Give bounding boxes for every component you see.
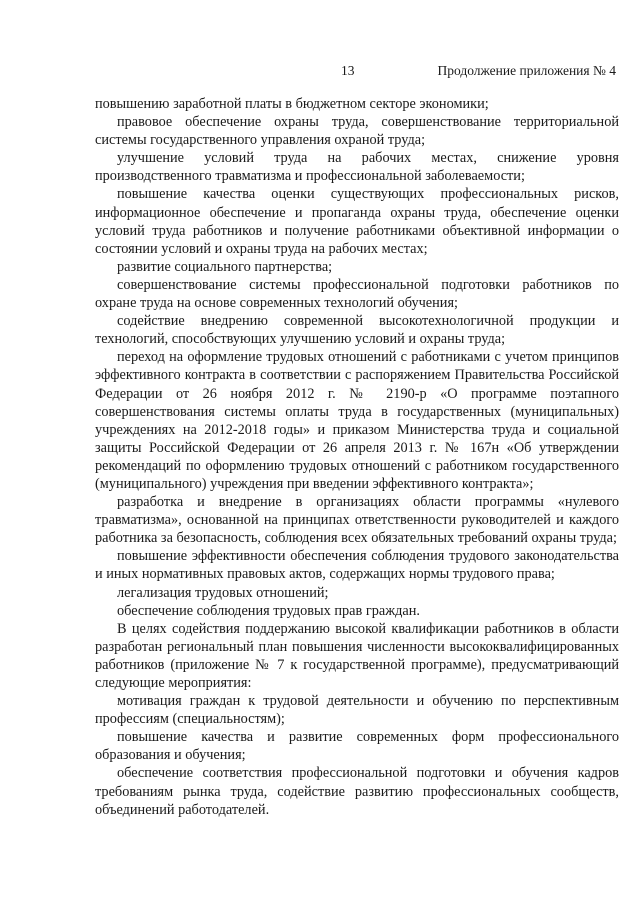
paragraph: легализация трудовых отношений; <box>117 584 329 601</box>
paragraph: обеспечение соблюдения трудовых прав граждан. <box>117 602 420 619</box>
paragraph: разработка и внедрение в организациях области программы «нулевого травматизма», основанной на принципах ответственности руководителей и каждого работника за безопасность, соблюдения всех обязательных требований охраны труда; <box>95 494 619 547</box>
paragraph: повышение эффективности обеспечения соблюдения трудового законодательства и иных нормативных правовых актов, содержащих нормы трудового права; <box>95 548 619 583</box>
document-body <box>95 95 619 819</box>
paragraph: содействие внедрению современной высокотехнологичной продукции и технологий, способствующих улучшению условий и охраны труда; <box>95 313 619 348</box>
appendix-continuation-label: Продолжение приложения № 4 <box>437 63 616 78</box>
paragraph: В целях содействия поддержанию высокой квалификации работников в области разработан региональный план повышения численности высококвалифицированных работников (приложение № 7 к государственной программе), предусматривающий следующие мероприятия: <box>95 620 619 691</box>
page-header <box>0 63 640 83</box>
paragraph: развитие социального партнерства; <box>117 258 333 275</box>
paragraph: повышение качества оценки существующих профессиональных рисков, информационное обеспечение и пропаганда охраны труда, обеспечение оценки условий труда работников и получение работниками объективной информации о состоянии условий и охраны труда на рабочих местах; <box>95 186 619 257</box>
paragraph: обеспечение соответствия профессиональной подготовки и обучения кадров требованиям рынка труда, содействие развитию профессиональных сообществ, объединений работодателей. <box>95 765 619 818</box>
page-number: 13 <box>341 63 355 78</box>
paragraph: переход на оформление трудовых отношений с работниками с учетом принципов эффективного контракта в соответствии с распоряжением Правительства Российской Федерации от 26 ноября 2012 г. № 2190-р «О программе поэтапного совершенствования системы оплаты труда в государственных (муниципальных) учреждениях на 2012-2018 годы» и приказом Министерства труда и социальной защиты Российской Федерации от 26 апреля 2013 г. № 167н «Об утверждении рекомендаций по оформлению трудовых отношений с работником государственного (муниципального) учреждения при введении эффективного контракта»; <box>95 349 619 492</box>
paragraph: мотивация граждан к трудовой деятельности и обучению по перспективным профессиям (специальностям); <box>95 693 619 728</box>
paragraph: повышению заработной платы в бюджетном секторе экономики; <box>95 96 489 112</box>
paragraph: улучшение условий труда на рабочих местах, снижение уровня производственного травматизма и профессиональной заболеваемости; <box>95 150 619 185</box>
paragraph: правовое обеспечение охраны труда, совершенствование территориальной системы государственного управления охраной труда; <box>95 114 619 149</box>
paragraph: повышение качества и развитие современных форм профессионального образования и обучения; <box>95 729 619 764</box>
paragraph: совершенствование системы профессиональной подготовки работников по охране труда на основе современных технологий обучения; <box>95 276 619 312</box>
